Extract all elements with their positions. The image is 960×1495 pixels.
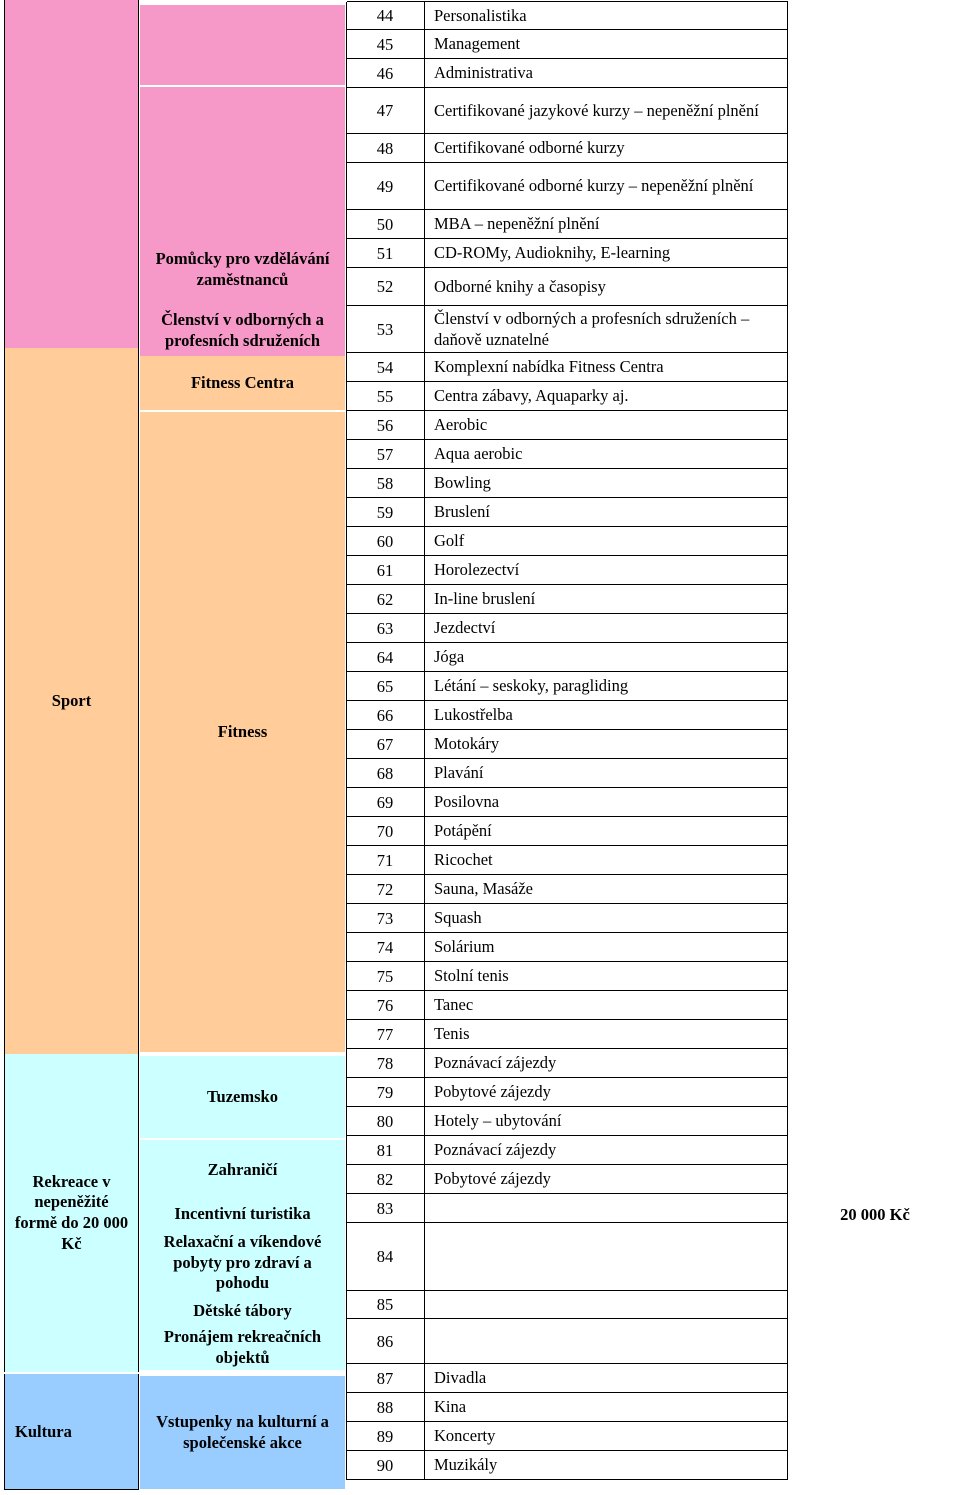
row-number: 65 [376, 676, 394, 696]
row-number: 79 [376, 1082, 394, 1102]
row-text: Koncerty [434, 1426, 496, 1446]
row-number: 70 [376, 821, 394, 841]
row-number: 71 [376, 850, 394, 870]
subcategory-tuzemsko: Tuzemsko [140, 1056, 345, 1138]
row-text: Muzikály [434, 1455, 498, 1475]
row-text: Poznávací zájezdy [434, 1053, 557, 1073]
row-text: Aerobic [434, 415, 488, 435]
row-number: 44 [376, 6, 394, 25]
col1-divider-1 [4, 1372, 139, 1374]
row-number: 81 [376, 1140, 394, 1160]
row-text [434, 1291, 786, 1319]
row-text: Létání – seskoky, paragliding [434, 676, 629, 696]
row-text: Poznávací zájezdy [434, 1140, 557, 1160]
row-text: Centra zábavy, Aquaparky aj. [434, 386, 629, 406]
subcategory-clenstvi: Členství v odborných a profesních sdruženích [140, 306, 345, 356]
left-edge-line [4, 0, 5, 1490]
row-number: 51 [376, 243, 394, 263]
row-number: 82 [376, 1169, 394, 1189]
row-number: 73 [376, 908, 394, 928]
row-number: 45 [376, 34, 394, 54]
row-text: Pobytové zájezdy [434, 1169, 551, 1189]
row-number: 72 [376, 879, 394, 899]
row-number: 89 [376, 1426, 394, 1446]
row-text: Motokáry [434, 734, 500, 754]
row-text: Solárium [434, 937, 495, 957]
row-text: Jóga [434, 647, 465, 667]
row-text [434, 1223, 786, 1291]
subcategory-zahranici: Zahraničí [140, 1140, 345, 1200]
category-kultura: Kultura [5, 1374, 138, 1490]
row-text: Kina [434, 1397, 467, 1417]
row-number: 60 [376, 531, 394, 551]
row-text: Komplexní nabídka Fitness Centra [434, 357, 664, 377]
row-number: 50 [376, 214, 394, 234]
row-number: 87 [376, 1368, 394, 1388]
row-number: 55 [376, 386, 394, 406]
subcategory-incentivni: Incentivní turistika [140, 1200, 345, 1229]
row-text: Horolezectví [434, 560, 520, 580]
row-text: Certifikované odborné kurzy – nepeněžní plnění [434, 176, 754, 196]
category-sport: Sport [5, 348, 138, 1054]
subcategory-pronajem: Pronájem rekreačních objektů [140, 1325, 345, 1370]
row-text: Bowling [434, 473, 491, 493]
row-text: Certifikované odborné kurzy [434, 138, 625, 158]
row-text: CD-ROMy, Audioknihy, E-learning [434, 243, 671, 263]
row-number: 76 [376, 995, 394, 1015]
row-number: 84 [376, 1247, 394, 1266]
row-number: 75 [376, 966, 394, 986]
row-text [434, 1319, 786, 1364]
row-text: Plavání [434, 763, 484, 783]
row-text: Bruslení [434, 502, 490, 522]
subcategory-vstupenky: Vstupenky na kulturní a společenské akce [140, 1376, 345, 1489]
row-text: Sauna, Masáže [434, 879, 533, 899]
row-number: 53 [376, 319, 394, 339]
row-number: 47 [376, 101, 394, 120]
row-number: 90 [376, 1455, 394, 1475]
row-number: 67 [376, 734, 394, 754]
table-top-line [347, 1, 788, 2]
row-text: Tenis [434, 1024, 470, 1044]
row-text: Tanec [434, 995, 474, 1015]
row-text: Posilovna [434, 792, 500, 812]
row-text: Lukostřelba [434, 705, 513, 725]
row-text: Jezdectví [434, 618, 496, 638]
row-number: 69 [376, 792, 394, 812]
row-number: 66 [376, 705, 394, 725]
row-number: 85 [376, 1295, 394, 1314]
row-number: 49 [376, 176, 394, 196]
row-number: 88 [376, 1397, 394, 1417]
subcategory-detske-tabory: Dětské tábory [140, 1297, 345, 1325]
row-number: 62 [376, 589, 394, 609]
row-number: 80 [376, 1111, 394, 1131]
row-text: Divadla [434, 1368, 487, 1388]
row-number: 78 [376, 1053, 394, 1073]
row-number: 52 [376, 277, 394, 296]
row-text: Certifikované jazykové kurzy – nepeněžní plnění [434, 100, 759, 120]
row-number: 58 [376, 473, 394, 493]
row-text: Administrativa [434, 63, 533, 83]
row-text: Odborné knihy a časopisy [434, 276, 606, 296]
text-column-right-line [787, 2, 788, 1480]
row-number: 57 [376, 444, 394, 464]
row-text: Squash [434, 908, 482, 928]
row-text: Stolní tenis [434, 966, 509, 986]
row-number: 48 [376, 138, 394, 158]
row-text: Ricochet [434, 850, 493, 870]
row-text: Management [434, 34, 521, 54]
row-number: 83 [376, 1198, 394, 1218]
col1-bottom-line [4, 1489, 139, 1490]
subcategory-fitness: Fitness [140, 412, 345, 1052]
subcategory-pomucky: Pomůcky pro vzdělávání zaměstnanců [140, 234, 345, 306]
row-number: 64 [376, 647, 394, 667]
row-number: 46 [376, 63, 394, 83]
row-text: Členství v odborných a profesních sdruženích – daňově uznatelné [434, 308, 750, 349]
row-text: In-line bruslení [434, 589, 536, 609]
row-text: Personalistika [434, 5, 527, 25]
amount-label: 20 000 Kč [840, 1204, 910, 1224]
row-text: MBA – nepeněžní plnění [434, 214, 600, 234]
subcategory-fitness-centra: Fitness Centra [140, 356, 345, 410]
row-number: 68 [376, 763, 394, 783]
row-number: 74 [376, 937, 394, 957]
col1-right-line [138, 0, 139, 1490]
row-number: 61 [376, 560, 394, 580]
row-text: Golf [434, 531, 465, 551]
text-column-left-line [424, 2, 425, 1480]
row-text: Aqua aerobic [434, 444, 523, 464]
row-number: 56 [376, 415, 394, 435]
row-text: Potápění [434, 821, 492, 841]
row-number: 59 [376, 502, 394, 522]
row-text: Hotely – ubytování [434, 1111, 562, 1131]
category-rekreace: Rekreace v nepeněžité formě do 20 000 Kč [5, 1054, 138, 1372]
category-pink-top [5, 0, 138, 348]
subcategory-pink-mid [140, 87, 345, 234]
subcategory-relaxacni: Relaxační a víkendové pobyty pro zdraví a pohodu [140, 1229, 345, 1297]
row-text: Pobytové zájezdy [434, 1082, 551, 1102]
number-column-left-line [346, 2, 347, 1480]
row-number: 86 [376, 1331, 394, 1351]
row-number: 54 [376, 357, 394, 377]
row-text [434, 1194, 786, 1223]
row-number: 63 [376, 618, 394, 638]
subcategory-pink-top [140, 5, 345, 85]
row-number: 77 [376, 1024, 394, 1044]
row-divider [347, 1479, 788, 1480]
